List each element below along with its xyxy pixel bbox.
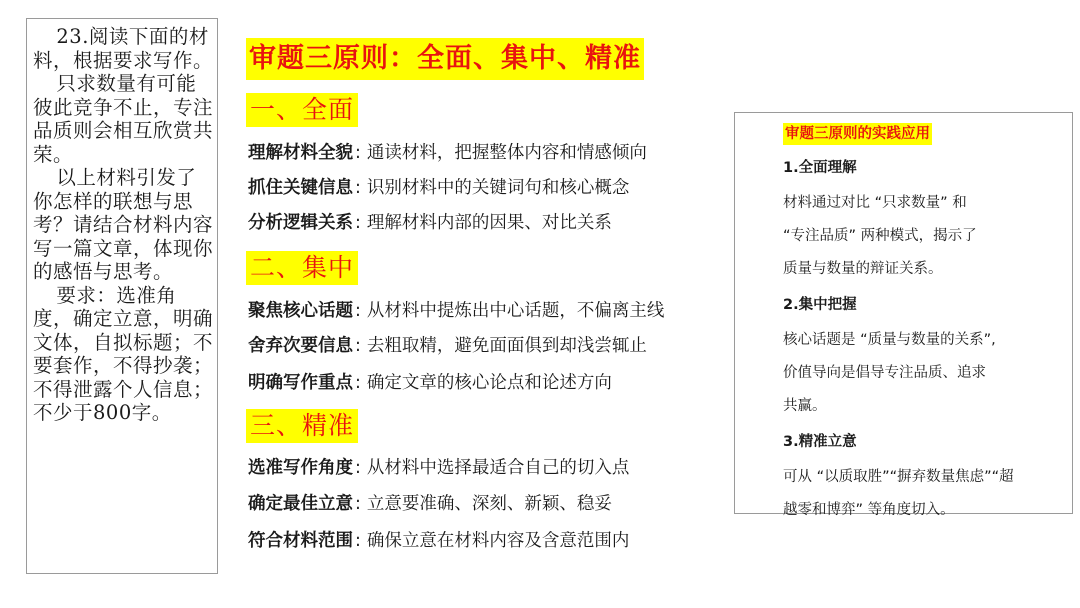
principle-term: 聚焦核心话题 <box>248 301 353 321</box>
principle-row <box>248 492 612 516</box>
principle-row <box>248 456 629 480</box>
prompt-paragraph-3: 以上材料引发了你怎样的联想与思考？请结合材料内容写一篇文章，体现你的感悟与思考。 <box>33 166 214 283</box>
principle-separator: : <box>355 178 361 198</box>
principle-term: 确定最佳立意 <box>248 494 353 514</box>
principle-desc: 确定文章的核心论点和论述方向 <box>366 373 612 393</box>
principle-desc: 从材料中提炼出中心话题，不偏离主线 <box>366 301 665 321</box>
main-title: 审题三原则：全面、集中、精准 <box>246 38 644 80</box>
principle-separator: : <box>355 494 361 514</box>
principle-term: 符合材料范围 <box>248 531 353 551</box>
practice-text-line: 越零和博弈” 等角度切入。 <box>783 502 955 518</box>
practice-text-line: 价值导向是倡导专注品质、追求 <box>783 365 986 381</box>
principle-desc: 去粗取精，避免面面俱到却浅尝辄止 <box>366 336 647 356</box>
prompt-paragraph-1: 23.阅读下面的材料，根据要求写作。 <box>33 25 214 72</box>
section-title-comprehensive: 一、全面 <box>246 93 358 127</box>
practice-item-text <box>783 324 1060 423</box>
principle-separator: : <box>355 458 361 478</box>
practice-item-heading: 1.全面理解 <box>783 160 857 176</box>
practice-text-line: 质量与数量的辩证关系。 <box>783 261 943 277</box>
principle-separator: : <box>355 301 361 321</box>
practice-text-line: 可从 “以质取胜”“摒弃数量焦虑”“超 <box>783 469 1014 485</box>
principle-term: 抓住关键信息 <box>248 178 353 198</box>
principle-desc: 从材料中选择最适合自己的切入点 <box>366 458 630 478</box>
principle-separator: : <box>355 531 361 551</box>
principle-desc: 通读材料，把握整体内容和情感倾向 <box>366 143 647 163</box>
principle-row <box>248 176 629 200</box>
principle-row <box>248 299 664 323</box>
principle-row <box>248 334 647 358</box>
practice-box <box>734 112 1073 518</box>
section-title-focused: 二、集中 <box>246 251 358 285</box>
section-title-precise: 三、精准 <box>246 409 358 443</box>
principle-desc: 理解材料内部的因果、对比关系 <box>366 213 612 233</box>
principle-separator: : <box>355 373 361 393</box>
principle-term: 舍弃次要信息 <box>248 336 353 356</box>
practice-item-heading: 2.集中把握 <box>783 297 857 313</box>
principle-row <box>248 371 612 395</box>
principle-term: 选准写作角度 <box>248 458 353 478</box>
writing-prompt-box <box>26 18 218 574</box>
practice-text-line: “专注品质” 两种模式，揭示了 <box>783 228 977 244</box>
principle-separator: : <box>355 213 361 233</box>
practice-text-line: 材料通过对比 “只求数量” 和 <box>783 195 967 211</box>
practice-text-line: 核心话题是 “质量与数量的关系”, <box>783 332 996 348</box>
principle-separator: : <box>355 336 361 356</box>
practice-item-text <box>783 187 1060 286</box>
principle-row <box>248 141 647 165</box>
practice-item-heading: 3.精准立意 <box>783 434 857 450</box>
principle-desc: 识别材料中的关键词句和核心概念 <box>366 178 630 198</box>
practice-text-line: 共赢。 <box>783 398 827 414</box>
principle-separator: : <box>355 143 361 163</box>
principle-row <box>248 211 612 235</box>
practice-title: 审题三原则的实践应用 <box>783 123 932 145</box>
principle-desc: 立意要准确、深刻、新颖、稳妥 <box>366 494 612 514</box>
prompt-paragraph-4: 要求：选准角度，确定立意，明确文体，自拟标题；不要套作，不得抄袭；不得泄露个人信息；不少于800字。 <box>33 283 214 424</box>
principle-term: 理解材料全貌 <box>248 143 353 163</box>
prompt-paragraph-2: 只求数量有可能彼此竞争不止，专注品质则会相互欣赏共荣。 <box>33 72 214 166</box>
principle-row <box>248 529 629 553</box>
principle-desc: 确保立意在材料内容及含意范围内 <box>366 531 630 551</box>
practice-item-text <box>783 461 1060 527</box>
principle-term: 分析逻辑关系 <box>248 213 353 233</box>
principle-term: 明确写作重点 <box>248 373 353 393</box>
